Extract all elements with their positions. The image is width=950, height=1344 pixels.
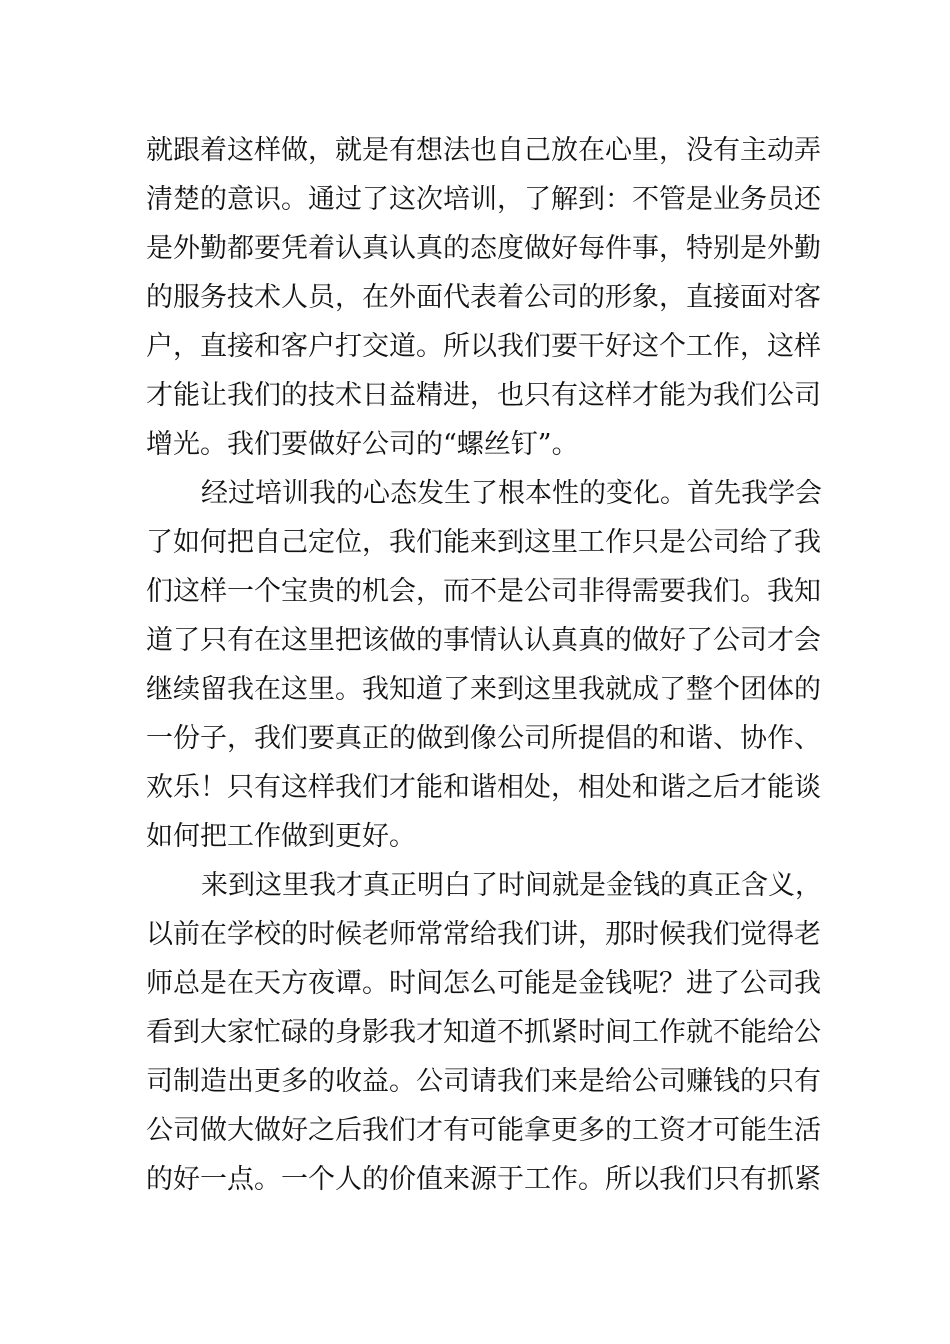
- text-line: 经过培训我的心态发生了根本性的变化。首先我学会: [201, 478, 822, 509]
- text-line: 增光。我们要做好公司的“螺丝钉”。: [146, 429, 579, 460]
- text-line: 了如何把自己定位，我们能来到这里工作只是公司给了我: [146, 527, 821, 558]
- text-line: 一份子，我们要真正的做到像公司所提倡的和谐、协作、: [146, 723, 821, 754]
- paragraph-1: [146, 126, 821, 469]
- text-line: 继续留我在这里。我知道了来到这里我就成了整个团体的: [146, 674, 821, 705]
- text-line: 才能让我们的技术日益精进，也只有这样才能为我们公司: [146, 380, 821, 411]
- document-body: [146, 126, 822, 1204]
- text-line: 的服务技术人员，在外面代表着公司的形象，直接面对客: [146, 282, 821, 313]
- text-line: 师总是在天方夜谭。时间怎么可能是金钱呢？进了公司我: [146, 968, 821, 999]
- text-line: 以前在学校的时候老师常常给我们讲，那时候我们觉得老: [146, 919, 821, 950]
- text-line: 司制造出更多的收益。公司请我们来是给公司赚钱的只有: [146, 1066, 821, 1097]
- text-line: 来到这里我才真正明白了时间就是金钱的真正含义，: [201, 870, 822, 901]
- text-line: 如何把工作做到更好。: [146, 821, 416, 852]
- text-line: 道了只有在这里把该做的事情认认真真的做好了公司才会: [146, 625, 821, 656]
- text-line: 就跟着这样做，就是有想法也自己放在心里，没有主动弄: [146, 135, 821, 166]
- paragraph-3: [146, 861, 822, 1204]
- paragraph-2: [146, 469, 822, 861]
- text-line: 户，直接和客户打交道。所以我们要干好这个工作，这样: [146, 331, 821, 362]
- text-line: 是外勤都要凭着认真认真的态度做好每件事，特别是外勤: [146, 233, 821, 264]
- text-line: 清楚的意识。通过了这次培训，了解到：不管是业务员还: [146, 184, 821, 215]
- text-line: 们这样一个宝贵的机会，而不是公司非得需要我们。我知: [146, 576, 821, 607]
- text-line: 公司做大做好之后我们才有可能拿更多的工资才可能生活: [146, 1115, 821, 1146]
- text-line: 欢乐！只有这样我们才能和谐相处，相处和谐之后才能谈: [146, 772, 821, 803]
- text-line: 看到大家忙碌的身影我才知道不抓紧时间工作就不能给公: [146, 1017, 821, 1048]
- text-line: 的好一点。一个人的价值来源于工作。所以我们只有抓紧: [146, 1164, 821, 1195]
